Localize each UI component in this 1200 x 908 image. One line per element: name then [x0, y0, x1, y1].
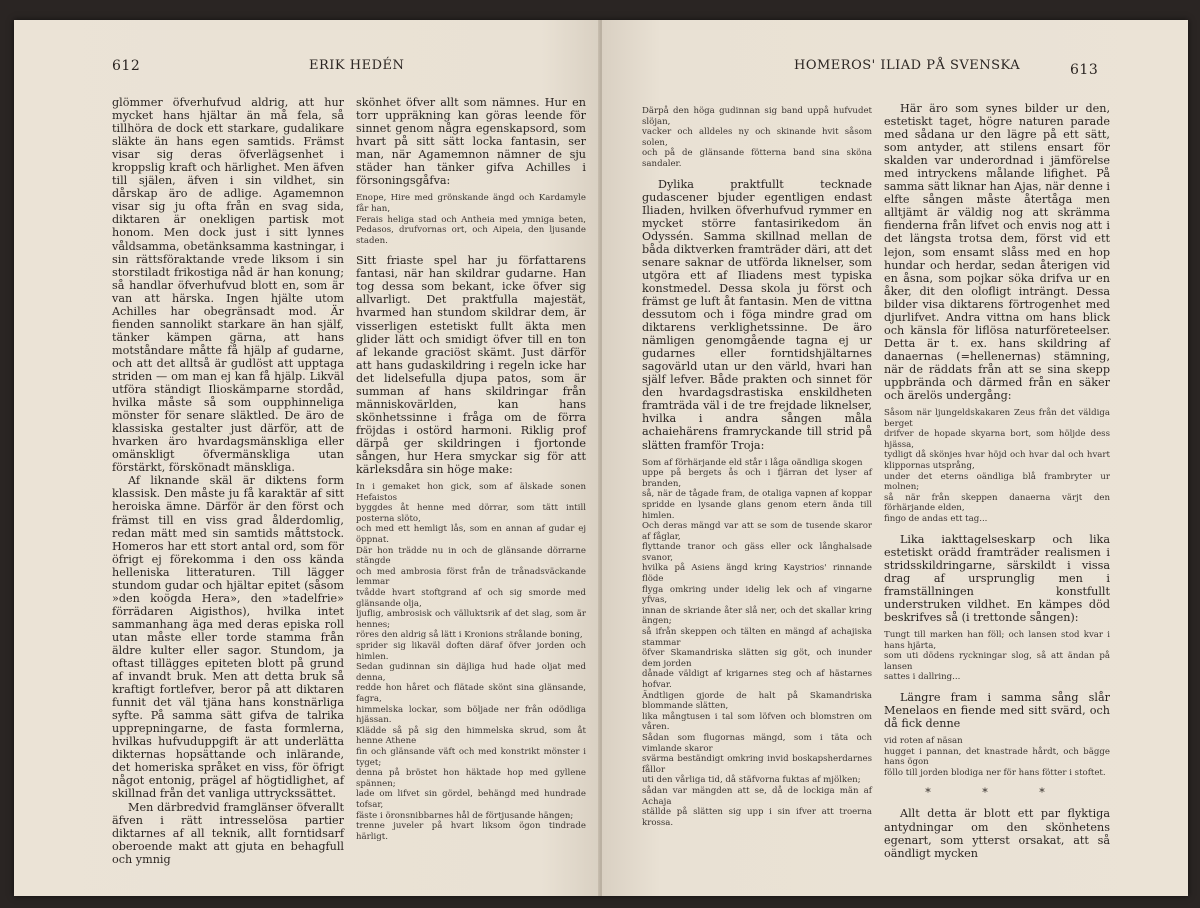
left-page: [14, 20, 600, 896]
verse-line: som uti dödens ryckningar slog, så att ändan på lansen: [884, 651, 1110, 672]
verse-line: flyga omkring under idelig lek och af vingarne yfvas,: [642, 584, 872, 606]
verse-line: trenne juveler på hvart liksom ögon tindrade härligt.: [356, 821, 586, 842]
verse-line: ljuflig, ambrosisk och välluktsrik af det slag, som är hennes;: [356, 609, 586, 630]
verse-quote: [356, 193, 586, 246]
paragraph: Allt detta är blott ett par flyktiga antydningar om den skönhetens egenart, som ytterst orsakat, att så oändligt mycken: [884, 807, 1110, 860]
right-page: [602, 20, 1188, 896]
verse-line: lika mångtusen i tal som löfven och blomstren om våren.: [642, 711, 872, 733]
verse-line: Enope, Hire med grönskande ängd och Kardamyle får han,: [356, 193, 586, 214]
verse-line: hvilka på Asiens ängd kring Kaystrios' rinnande flöde: [642, 563, 872, 585]
verse-line: uti den vårliga tid, då stäfvorna fuktas af mjölken;: [642, 775, 861, 786]
verse-quote: [884, 408, 1110, 525]
verse-line: fin och glänsande väft och med konstrikt mönster i tyget;: [356, 746, 586, 768]
verse-line: svärma beständigt omkring invid boskapsherdarnes fållor: [642, 754, 872, 775]
left-column-1: [112, 96, 344, 866]
paragraph: skönhet öfver allt som nämnes. Hur en torr uppräkning kan göras leende för sinnet genom några egenskapsord, som hvart på sitt sätt locka fantasin, ser man, när Agamemnon nämner de sju städer han tänker gifva Achilles i försoningsgåfva:: [356, 96, 586, 188]
paragraph: Längre fram i samma sång slår Menelaos en fiende med sitt svärd, och då fick denne: [884, 690, 1110, 730]
paragraph: Dylika praktfullt tecknade gudascener bjuder egentligen endast Iliaden, hvilken öfverhufvud rymmer en mycket större fantasirikedom än Odyssén. Samma skillnad mellan de båda diktverken framträder däri, att det senare saknar de utförda liknelser, som utgöra ett af Iliadens mest typiska konstmedel. Dessa skola ju först och främst ge luft åt fantasin. Men de vittna dessutom och i föga mindre grad om diktarens verklighetssinne. De äro nämligen genomgående tagna ej ur gudarnes eller forntidshjältarnes sagovärld utan ur den värld, hvari han själf lefver. Både prakten och sinnet för den hvardagsdrastiska enskildheten framträda väl i de tre frejdade liknelser, hvilka i andra sången måla achaiehärens framryckande till strid på slätten framför Troja:: [642, 177, 872, 452]
paragraph: Sitt friaste spel har ju författarens fantasi, när han skildrar gudarne. Han tog dessa som bekant, icke öfver sig allvarligt. Det praktfulla majestät, hvarmed han stundom skildrar dem, är visserligen estetiskt fullt äkta men glider lätt och smidigt öfver till en ton af lekande graciöst skämt. Just därför att hans gudaskildring i regeln icke har det lidelsefulla djupa patos, som är summan af hans skildringar från människovärlden, kan hans skönhetssinne i fråga om de förra fröjdas i ostörd harmoni. Riklig prof därpå ger skildringen i fjortonde sången, hur Hera smyckar sig för att kärleksdåra sin höge make:: [356, 254, 586, 477]
verse-quote: [884, 630, 1110, 683]
verse-line: fingo de andas ett tag...: [884, 514, 988, 525]
verse-line: innan de skriande åter slå ner, och det skallar kring ängen;: [642, 605, 872, 627]
verse-line: Ferais heliga stad och Antheia med ymniga beten, Pedasos, drufvornas ort, och Aipeia, den ljusande staden.: [356, 214, 586, 246]
verse-line: och med ett hemligt lås, som en annan af gudar ej öppnat.: [356, 524, 586, 546]
verse-quote: [642, 458, 872, 829]
verse-quote: [642, 106, 872, 170]
verse-line: under det eterns oändliga blå frambryter ur molnen;: [884, 471, 1110, 493]
verse-line: tydligt då skönjes hvar höjd och hvar dal och hvart klippornas utsprång,: [884, 450, 1110, 472]
verse-line: vacker och alldeles ny och skinande hvit såsom solen,: [642, 127, 872, 148]
verse-line: röres den aldrig så lätt i Kronions strålande boning,: [356, 630, 583, 641]
verse-line: In i gemaket hon gick, som af älskade sonen Hefaistos: [356, 482, 586, 503]
verse-line: Tungt till marken han föll; och lansen stod kvar i hans hjärta,: [884, 629, 1110, 651]
verse-line: Sedan gudinnan sin däjliga hud hade oljat med denna,: [356, 662, 586, 683]
verse-line: och på de glänsande fötterna band sina sköna sandaler.: [642, 148, 872, 169]
verse-quote: [356, 482, 586, 842]
verse-line: redde hon håret och flätade skönt sina glänsande, fagra,: [356, 683, 586, 704]
verse-line: så, när de tågade fram, de otaliga vapnen af koppar spridde en lysande glans genom etern ända till himlen.: [642, 489, 872, 521]
verse-line: sprider sig likaväl doften däraf öfver jorden och himlen.: [356, 641, 586, 662]
verse-line: sattes i dallring...: [884, 672, 961, 683]
verse-line: vid roten af näsan: [884, 736, 963, 747]
running-head: HOMEROS' ILIAD PÅ SVENSKA: [794, 58, 1021, 73]
right-column-1: [642, 100, 872, 836]
verse-line: öfver Skamandriska slätten sig göt, och inunder dem jorden: [642, 648, 872, 669]
verse-line: uppe på bergets ås och i fjärran det lyser af branden,: [642, 468, 872, 489]
verse-line: så när från skeppen danaerna värjt den förhärjande elden,: [884, 492, 1110, 514]
paragraph: Men därbredvid framglänser öfverallt äfven i rätt intresselösa partier diktarnes af all teknik, allt forntidsarf oberoende makt att gjuta en behagfull och ymnig: [112, 800, 344, 866]
verse-line: lade om lifvet sin gördel, behängd med hundrade tofsar,: [356, 789, 586, 810]
verse-line: Sådan som flugornas mängd, som i täta och vimlande skaror: [642, 732, 872, 754]
verse-line: Klädde så på sig den himmelska skrud, som åt henne Athene: [356, 725, 586, 747]
paragraph: Af liknande skäl är diktens form klassisk. Den måste ju få karaktär af sitt heroiska ämne. Därför är den först och främst till en viss grad ålderdomlig, redan mätt med sin samtids måttstock. Homeros har ett stort antal ord, som för öfrigt ej förekomma i den oss kända helleniska litteraturen. Till lägger stundom gudar och hjältar epitet (såsom »den koögda Hera», den »tadelfrie» förrädaren Aigisthos), hvilka intet sammanhang äga med deras episka roll utan måste eller torde stamma från äldre kulter eller sagor. Stundom, ja oftast tillägges epiteten blott på grund af invandt bruk. Men att detta bruk så kraftigt fortlefver, beror på att diktaren funnit det väl tjäna hans konstnärliga syfte. På samma sätt gifva de talrika upprepningarne, de fasta formlerna, hvilkas hufvuduppgift är att underlätta dikternas hopsättande och inlärande, det homeriska språket en viss, för öfrigt något entonig, prägel af högtidlighet, af skillnad från det vanliga uttryckssättet.: [112, 474, 344, 801]
verse-line: föllo till jorden blodiga ner för hans fötter i stoftet.: [884, 767, 1106, 778]
paragraph: glömmer öfverhufvud aldrig, att hur mycket hans hjältar än må fela, så tillhöra de dock ett starkare, gudalikare släkte än hans egen samtids. Främst visar sig deras öfverlägsenhet i kroppslig kraft och härlighet. Men äfven till själen, äfven i sin vildhet, sin dårskap äro de adlige. Agamemnon visar sig ju ofta från en svag sida, diktaren är onekligen partisk mot honom. Men dock just i sitt lynnes våldsamma, obetänksamma kastningar, i sin rättsföraktande vrede liksom i sin storstiladt frikostiga nåd är han konung; så handlar öfverhufvud blott en, som är van att härska. Ingen hjälte utom Achilles har obegränsadt mod. Är fienden sannolikt starkare än han själf, tänker kämpen gärna, att hans motståndare måtte få hjälp af gudarne, och att det alltså är gudlöst att upptaga striden — om man ej kan få hjälp. Likväl utföra ständigt Ilioskämparne stordåd, hvilka måste så som oupphinneliga mönster för senare släktled. De äro de klassiska gestalter just därför, att de hvarken äro hvardagsmänskliga eller omänskligt öfvermänskliga utan förstärkt, förskönadt mänskliga.: [112, 96, 344, 475]
section-break: * * *: [925, 786, 1069, 800]
verse-line: så ifrån skeppen och tälten en mängd af achajiska stammar: [642, 627, 872, 648]
left-column-2: [356, 96, 586, 850]
verse-line: Där hon trädde nu in och de glänsande dörrarne stängde: [356, 545, 586, 567]
verse-line: Därpå den höga gudinnan sig band uppå hufvudet slöjan,: [642, 106, 872, 127]
verse-line: tvådde hvart stoftgrand af och sig smorde med glänsande olja,: [356, 588, 586, 609]
book-spread: [14, 20, 1188, 896]
verse-quote: [884, 736, 1110, 778]
verse-line: denna på bröstet hon häktade hop med gyllene spännen;: [356, 768, 586, 789]
verse-line: och med ambrosia först från de trånadsväckande lemmar: [356, 566, 586, 588]
verse-line: hugget i pannan, det knastrade hårdt, och bägge hans ögon: [884, 746, 1110, 768]
right-column-2: [884, 102, 1110, 860]
verse-line: fäste i öronsnibbarnes hål de förtjusande hängen;: [356, 810, 574, 821]
running-head: ERIK HEDÉN: [309, 58, 405, 73]
verse-line: Och deras mängd var att se som de tusende skaror af fåglar,: [642, 521, 872, 542]
verse-line: ställde på slätten sig upp i sin ifver att troerna krossa.: [642, 807, 872, 828]
verse-line: dånade väldigt af krigarnes steg och af hästarnes hofvar.: [642, 669, 872, 691]
page-number: 612: [112, 58, 141, 74]
page-number: 613: [1070, 62, 1099, 78]
verse-line: Som af förhärjande eld står i låga oändliga skogen: [642, 457, 863, 468]
paragraph: Här äro som synes bilder ur den, estetiskt taget, högre naturen parade med sådana ur den lägre på ett sätt, som antyder, att stilens ensart för skalden var underordnad i jämförelse med intryckens målande lifighet. På samma sätt liknar han Ajas, när denne i elfte sången måste återtåga men alltjämt är väldig nog att skrämma fienderna från lifvet och envis nog att i det längsta trotsa dem, först vid ett lejon, som ensamt slåss med en hop hundar och herdar, sedan återigen vid en åsna, som pojkar söka drifva ur en åker, dit den olofligt inträngt. Dessa bilder visa diktarens förtrogenhet med djurlifvet. Andra vittna om hans blick och känsla för liflösa naturföreteelser. Detta är t. ex. hans skildring af danaernas (=hellenernas) stämning, när de räddats från att se sina skepp uppbrända och därmed från en säker och ärelös undergång:: [884, 102, 1110, 403]
paragraph: Lika iakttagelseskarp och lika estetiskt orädd framträder realismen i stridsskildringarne, särskildt i vissa drag af ursprunglig men i framställningen konstfullt understruken vildhet. En kämpes död beskrifves så (i trettonde sången):: [884, 532, 1110, 624]
verse-line: sådan var mängden att se, då de lockiga män af Achaja: [642, 785, 872, 807]
verse-line: Ändtligen gjorde de halt på Skamandriska blommande slätten,: [642, 690, 872, 712]
verse-line: drifver de hopade skyarna bort, som höljde dess hjässa,: [884, 429, 1110, 450]
verse-line: himmelska lockar, som böljade ner från odödliga hjässan.: [356, 704, 586, 726]
verse-line: flyttande tranor och gäss eller ock långhalsade svanor,: [642, 542, 872, 563]
verse-line: byggdes åt henne med dörrar, som tätt intill posterna slöto,: [356, 503, 586, 524]
verse-line: Såsom när ljungeldskakaren Zeus från det väldiga berget: [884, 408, 1110, 429]
